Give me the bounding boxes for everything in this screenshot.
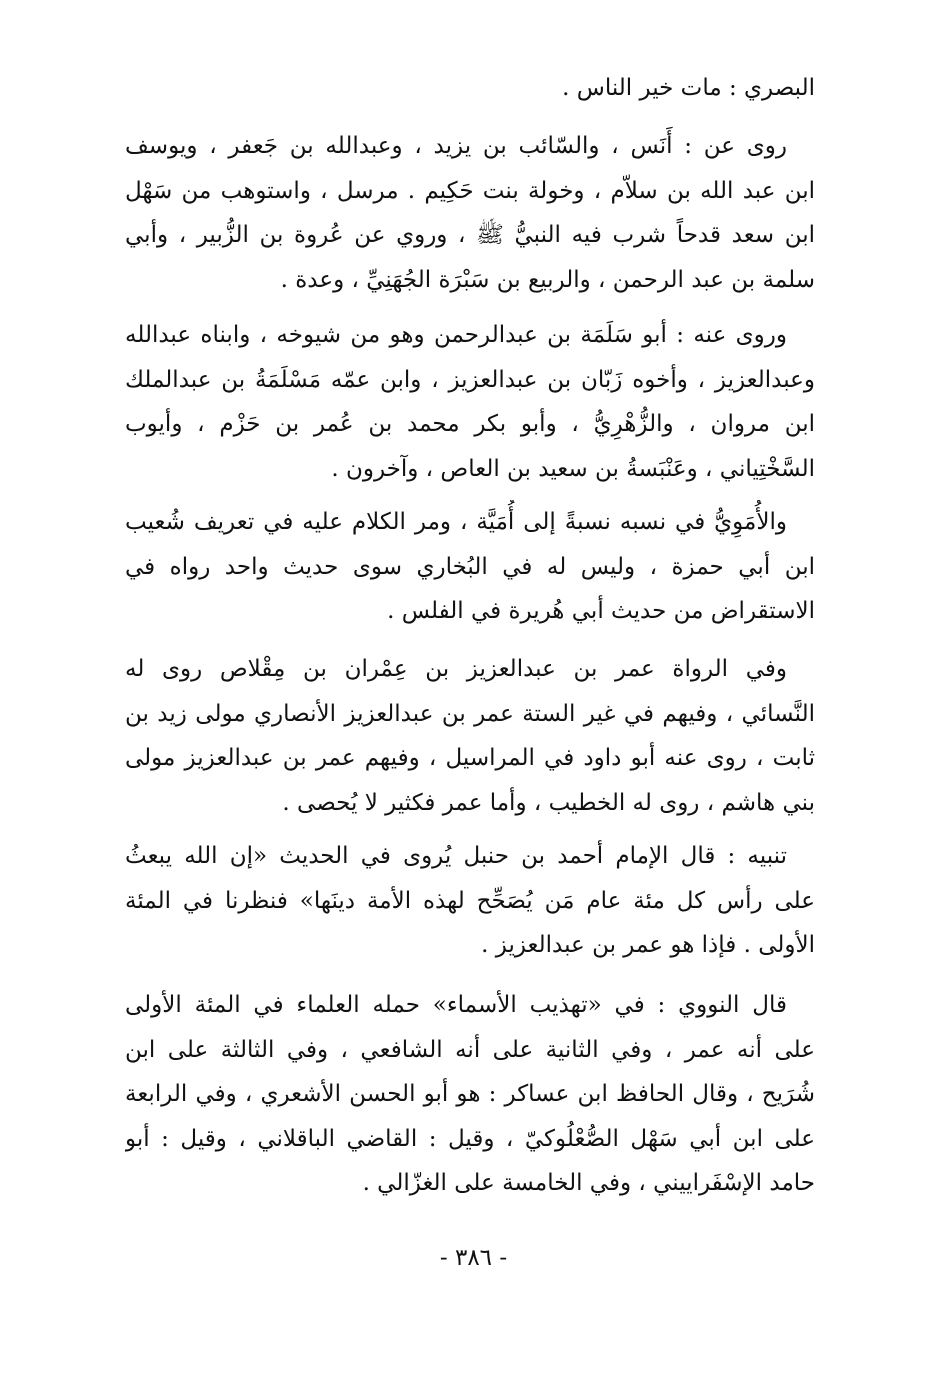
text-line: روى عن : أَنَس ، والسّائب بن يزيد ، وعبدالله بن جَعفر ، ويوسف (125, 133, 787, 159)
text-line: ثابت ، روى عنه أبو داود في المراسيل ، وفيهم عمر بن عبدالعزيز مولى (125, 745, 815, 771)
text-line: السَّخْتِياني ، وعَنْبَسةُ بن سعيد بن العاص ، وآخرون . (331, 455, 815, 482)
text-line: وروى عنه : أبو سَلَمَة بن عبدالرحمن وهو من شيوخه ، وابناه عبدالله (125, 322, 787, 348)
paragraph-note (125, 834, 815, 968)
text-line: سلمة بن عبد الرحمن ، والربيع بن سَبْرَة الجُهَنِيِّ ، وعدة . (280, 266, 815, 293)
text-line: قال النووي : في «تهذيب الأسماء» حمله العلماء في المئة الأولى (125, 992, 787, 1018)
paragraph-nawawi (125, 983, 815, 1206)
text-line: ابن سعد قدحاً شرب فيه النبيُّ ﷺ ، وروي عن عُروة بن الزُّبير ، وأبي (125, 222, 815, 248)
continued-line: البصري : مات خير الناس . (562, 75, 815, 101)
text-line: على ابن أبي سَهْل الصُّعْلُوكيّ ، وقيل : القاضي الباقلاني ، وقيل : أبو (125, 1125, 815, 1152)
text-line: ابن مروان ، والزُّهْرِيُّ ، وأبو بكر محمد بن عُمر بن حَزْم ، وأيوب (125, 411, 815, 437)
text-line: شُرَيح ، وقال الحافظ ابن عساكر : هو أبو الحسن الأشعري ، وفي الرابعة (125, 1081, 815, 1107)
paragraph-narrated-by (125, 313, 815, 491)
text-line: النَّسائي ، وفيهم في غير الستة عمر بن عبدالعزيز الأنصاري مولى زيد بن (125, 700, 815, 727)
text-line: حامد الإسْفَراييني ، وفي الخامسة على الغزّالي . (362, 1170, 815, 1196)
page-number: - ٣٨٦ - (439, 1245, 508, 1271)
text-line: ابن عبد الله بن سلاّم ، وخولة بنت حَكِيم . مرسل ، واستوهب من سَهْل (125, 177, 815, 204)
text-line: تنبيه : قال الإمام أحمد بن حنبل يُروى في الحديث «إن الله يبعثُ (125, 843, 787, 869)
text-line: على أنه عمر ، وفي الثانية على أنه الشافعي ، وفي الثالثة على ابن (125, 1036, 815, 1063)
text-line: وفي الرواة عمر بن عبدالعزيز بن عِمْران بن مِقْلاص روى له (125, 656, 787, 682)
paragraph-narrators (125, 647, 815, 825)
text-line: والأُمَوِيُّ في نسبه نسبةً إلى أُمَيَّة ، ومر الكلام عليه في تعريف شُعيب (125, 509, 787, 535)
paragraph-lineage (125, 500, 815, 634)
text-line: ابن أبي حمزة ، وليس له في البُخاري سوى حديث واحد رواه في (125, 553, 815, 580)
text-line: الاستقراض من حديث أبي هُريرة في الفلس . (387, 598, 815, 624)
paragraph-narrated-from (125, 124, 815, 302)
text-line: وعبدالعزيز ، وأخوه زَبّان بن عبدالعزيز ، وابن عمّه مَسْلَمَةُ بن عبدالملك (125, 366, 815, 393)
text-line: الأولى . فإذا هو عمر بن عبدالعزيز . (481, 932, 815, 958)
text-line: بني هاشم ، روى له الخطيب ، وأما عمر فكثير لا يُحصى . (282, 789, 815, 816)
text-line: على رأس كل مئة عام مَن يُصَحِّح لهذه الأمة دينَها» فنظرنا في المئة (125, 887, 815, 914)
